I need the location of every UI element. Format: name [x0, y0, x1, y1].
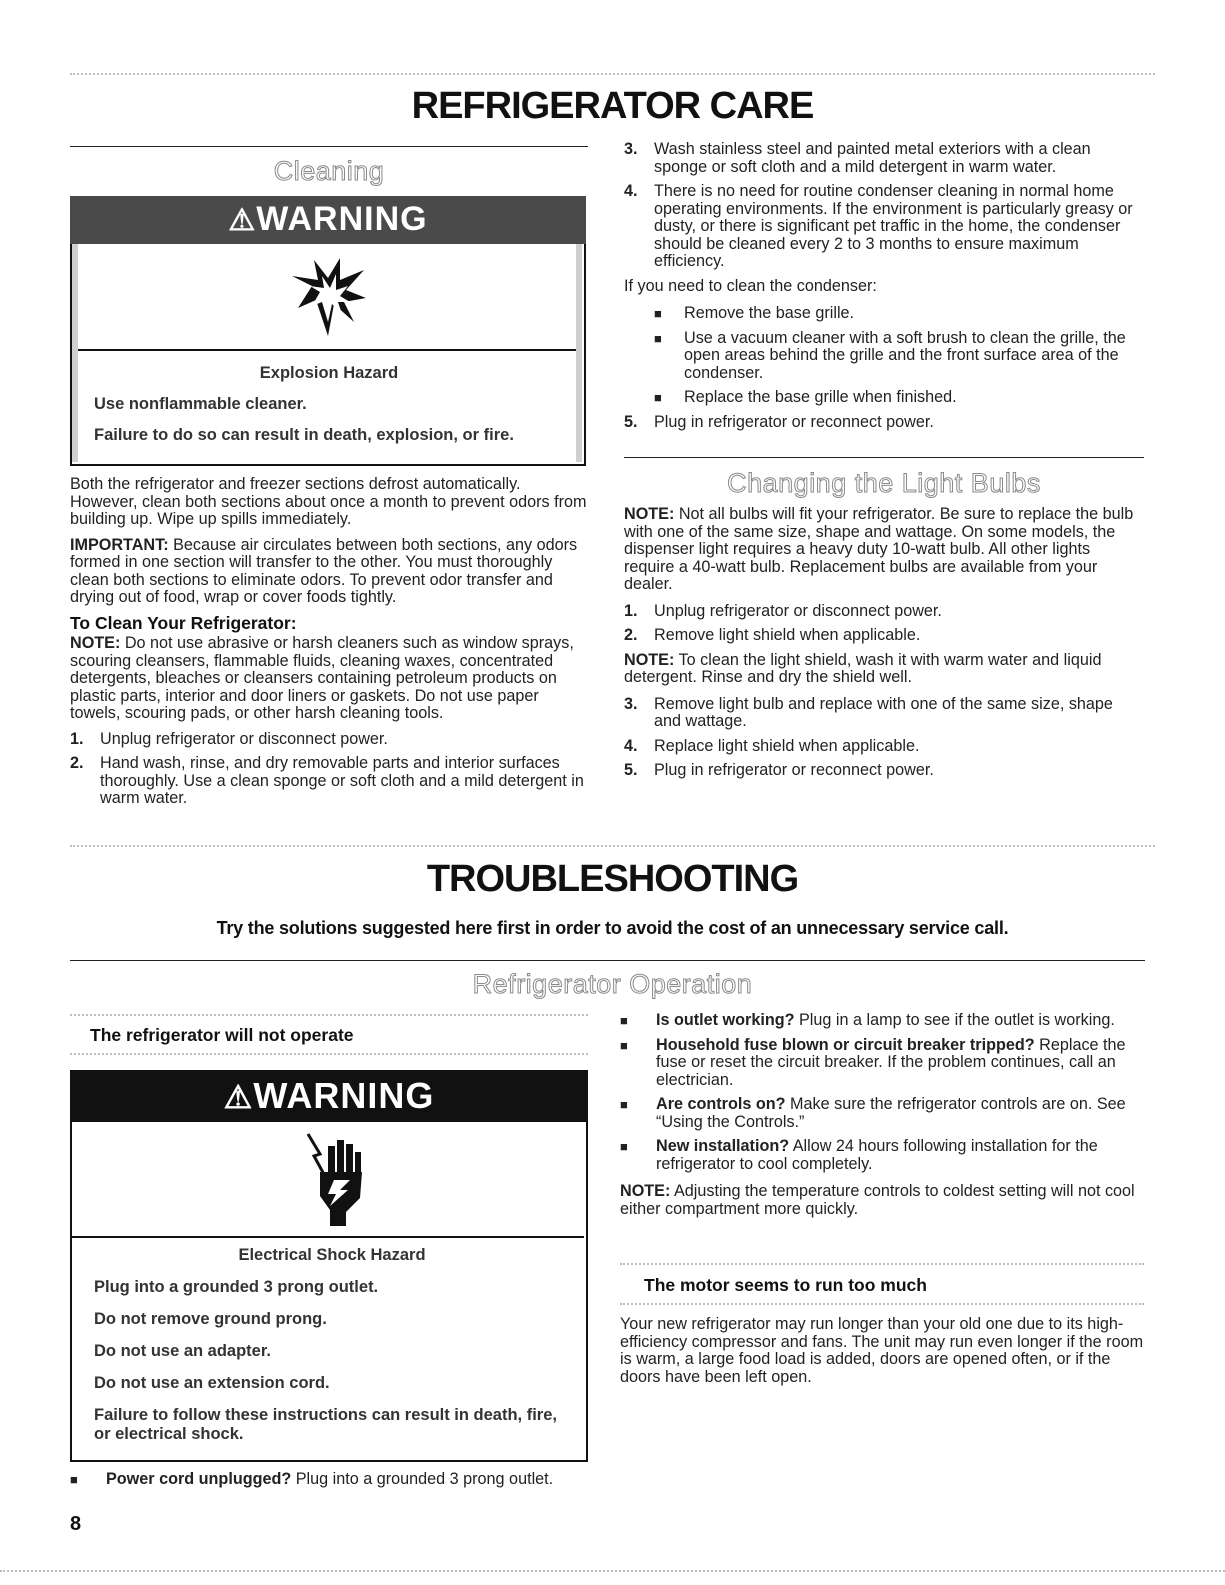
clean-step: 1. Unplug refrigerator or disconnect power. — [70, 729, 388, 748]
not-operate-heading: The refrigerator will not operate — [90, 1025, 354, 1045]
bottom-rule — [0, 1570, 1225, 1572]
warning-body — [94, 364, 564, 459]
check-item: ■ Are controls on? Make sure the refrigerator controls are on. See “Using the Controls.” — [620, 1095, 1126, 1131]
shock-line: Plug into a grounded 3 prong outlet. — [94, 1278, 379, 1296]
bulbs-rule — [624, 457, 1144, 458]
square-bullet-icon: ■ — [620, 1139, 628, 1154]
shock-warning-body — [94, 1246, 570, 1444]
condenser-bullet: ■ Remove the base grille. — [654, 304, 855, 322]
trouble-title: TROUBLESHOOTING — [426, 858, 799, 900]
bulb-step: 1. Unplug refrigerator or disconnect power. — [624, 601, 942, 620]
shock-line: Failure to follow these instructions can result in death, fire, or electrical shock. — [94, 1406, 557, 1443]
bulbs-column — [624, 506, 1144, 787]
cleaning-title: Cleaning — [273, 156, 385, 186]
operation-title: Refrigerator Operation — [472, 969, 753, 999]
shock-line: Do not use an extension cord. — [94, 1374, 330, 1392]
power-cord-item: ■ Power cord unplugged? Plug into a grounded 3 prong outlet. — [70, 1470, 554, 1488]
bulb-step: 5. Plug in refrigerator or reconnect power. — [624, 761, 934, 779]
motor-text: Your new refrigerator may run longer than your old one due to its high-efficiency compressor and fans. The unit may run even longer if the room is warm, a large food load is added, doors are opened often, or if the doors have been left open. — [620, 1315, 1144, 1386]
warning-right-shade — [576, 244, 582, 462]
bulbs-title: Changing the Light Bulbs — [727, 468, 1041, 498]
bulb-step: 2. Remove light shield when applicable. — [624, 626, 921, 644]
electrical-shock-hazard-icon — [290, 1132, 370, 1228]
clean-step: 3. Wash stainless steel and painted metal exteriors with a clean sponge or soft cloth and a mild detergent in warm water. — [624, 140, 1091, 176]
motor-rule-bottom — [620, 1303, 1144, 1305]
shock-warning-header: ⚠WARNING — [70, 1070, 588, 1122]
motor-rule-top — [620, 1263, 1144, 1265]
condenser-intro: If you need to clean the condenser: — [624, 276, 877, 295]
defrost-intro: Both the refrigerator and freezer sections defrost automatically. However, clean both sections about once a month to prevent odors from building up. Wipe up spills immediately. — [70, 475, 587, 528]
bulb-step: 3. Remove light bulb and replace with one of the same size, shape and wattage. — [624, 694, 1113, 730]
important-paragraph: IMPORTANT: Because air circulates between both sections, any odors formed in one section will transfer to the other. You must thoroughly clean both sections to eliminate odors. To prevent odor transfer and drying out of food, wrap or cover foods tightly. — [70, 535, 578, 606]
check-item: ■ New installation? Allow 24 hours following installation for the refrigerator to cool completely. — [620, 1137, 1098, 1173]
square-bullet-icon: ■ — [654, 330, 662, 346]
warning-header: ⚠WARNING — [70, 196, 586, 244]
square-bullet-icon: ■ — [620, 1037, 628, 1053]
operation-rule — [70, 960, 1145, 961]
shield-note: NOTE: To clean the light shield, wash it with warm water and liquid detergent. Rinse and dry the shield well. — [624, 650, 1102, 686]
square-bullet-icon: ■ — [654, 390, 662, 405]
warning-triangle-icon: ⚠ — [228, 204, 257, 237]
shock-line: Do not remove ground prong. — [94, 1310, 327, 1328]
not-operate-rule-bottom — [70, 1053, 588, 1055]
condenser-bullet: ■ Replace the base grille when finished. — [654, 388, 957, 406]
not-operate-rule-top — [70, 1014, 588, 1016]
condenser-bullet: ■ Use a vacuum cleaner with a soft brush to clean the grille, the open areas behind the grille and the front surface area of the condenser. — [654, 328, 1126, 382]
clean-note: NOTE: Do not use abrasive or harsh cleaners such as window sprays, scouring cleansers, flammable fluids, cleaning waxes, concentrated detergents, bleaches or cleansers containing petroleum products on plastic parts, interior and door liners or gaskets. Do not use paper towels, scouring pads, or other harsh cleaning tools. — [70, 634, 574, 722]
motor-heading: The motor seems to run too much — [644, 1275, 927, 1295]
explosion-warning-box — [70, 196, 586, 466]
top-rule — [70, 73, 1155, 75]
clean-step: 4. There is no need for routine condenser cleaning in normal home operating environments. If the environment is particularly greasy or dusty, or there is significant pet traffic in the home, the condenser should be cleaned every 2 to 3 months to ensure maximum efficiency. — [624, 182, 1133, 270]
warning-divider — [78, 349, 576, 351]
shock-hazard-label: Electrical Shock Hazard — [238, 1246, 426, 1264]
check-item: ■ Household fuse blown or circuit breaker tripped? Replace the fuse or reset the circuit breaker. If the problem continues, call an electrician. — [620, 1035, 1126, 1089]
trouble-subtitle: Try the solutions suggested here first in order to avoid the cost of an unnecessary service call. — [216, 918, 1009, 938]
page-number: 8 — [70, 1513, 82, 1535]
care-title: REFRIGERATOR CARE — [411, 85, 814, 127]
clean-step: 2. Hand wash, rinse, and dry removable parts and interior surfaces thoroughly. Use a clean sponge or soft cloth and a mild detergent in warm water. — [70, 754, 584, 807]
warning-line-2: Failure to do so can result in death, explosion, or fire. — [94, 426, 514, 444]
square-bullet-icon: ■ — [70, 1472, 78, 1487]
shock-warning-box — [70, 1070, 588, 1464]
temperature-note: NOTE: Adjusting the temperature controls to coldest setting will not cool either compartment more quickly. — [620, 1182, 1135, 1218]
warning-triangle-icon: ⚠ — [223, 1079, 254, 1115]
shock-warning-divider — [72, 1236, 584, 1238]
square-bullet-icon: ■ — [620, 1013, 628, 1028]
bulbs-note: NOTE: Not all bulbs will fit your refrigerator. Be sure to replace the bulb with one of the same size, shape and wattage. On some models, the dispenser light requires a heavy duty 10-watt bulb. All other lights require a 40-watt bulb. Replacement bulbs are available from your dealer. — [624, 505, 1134, 593]
square-bullet-icon: ■ — [620, 1097, 628, 1112]
trouble-right-column — [620, 1012, 1144, 1226]
warning-line-1: Use nonflammable cleaner. — [94, 395, 307, 413]
shock-line: Do not use an adapter. — [94, 1342, 271, 1360]
clean-heading: To Clean Your Refrigerator: — [70, 612, 297, 633]
care-right-column — [624, 141, 1144, 438]
check-item: ■ Is outlet working? Plug in a lamp to see if the outlet is working. — [620, 1011, 1115, 1029]
warning-left-shade — [72, 244, 78, 462]
square-bullet-icon: ■ — [654, 306, 662, 321]
cleaning-rule — [70, 146, 588, 147]
explosion-hazard-icon — [288, 256, 368, 336]
explosion-hazard-label: Explosion Hazard — [259, 364, 399, 382]
clean-step: 5. Plug in refrigerator or reconnect power. — [624, 412, 934, 431]
motor-text-block — [620, 1316, 1144, 1394]
middle-rule — [70, 845, 1155, 847]
bulb-step: 4. Replace light shield when applicable. — [624, 736, 920, 755]
care-left-column — [70, 476, 590, 815]
